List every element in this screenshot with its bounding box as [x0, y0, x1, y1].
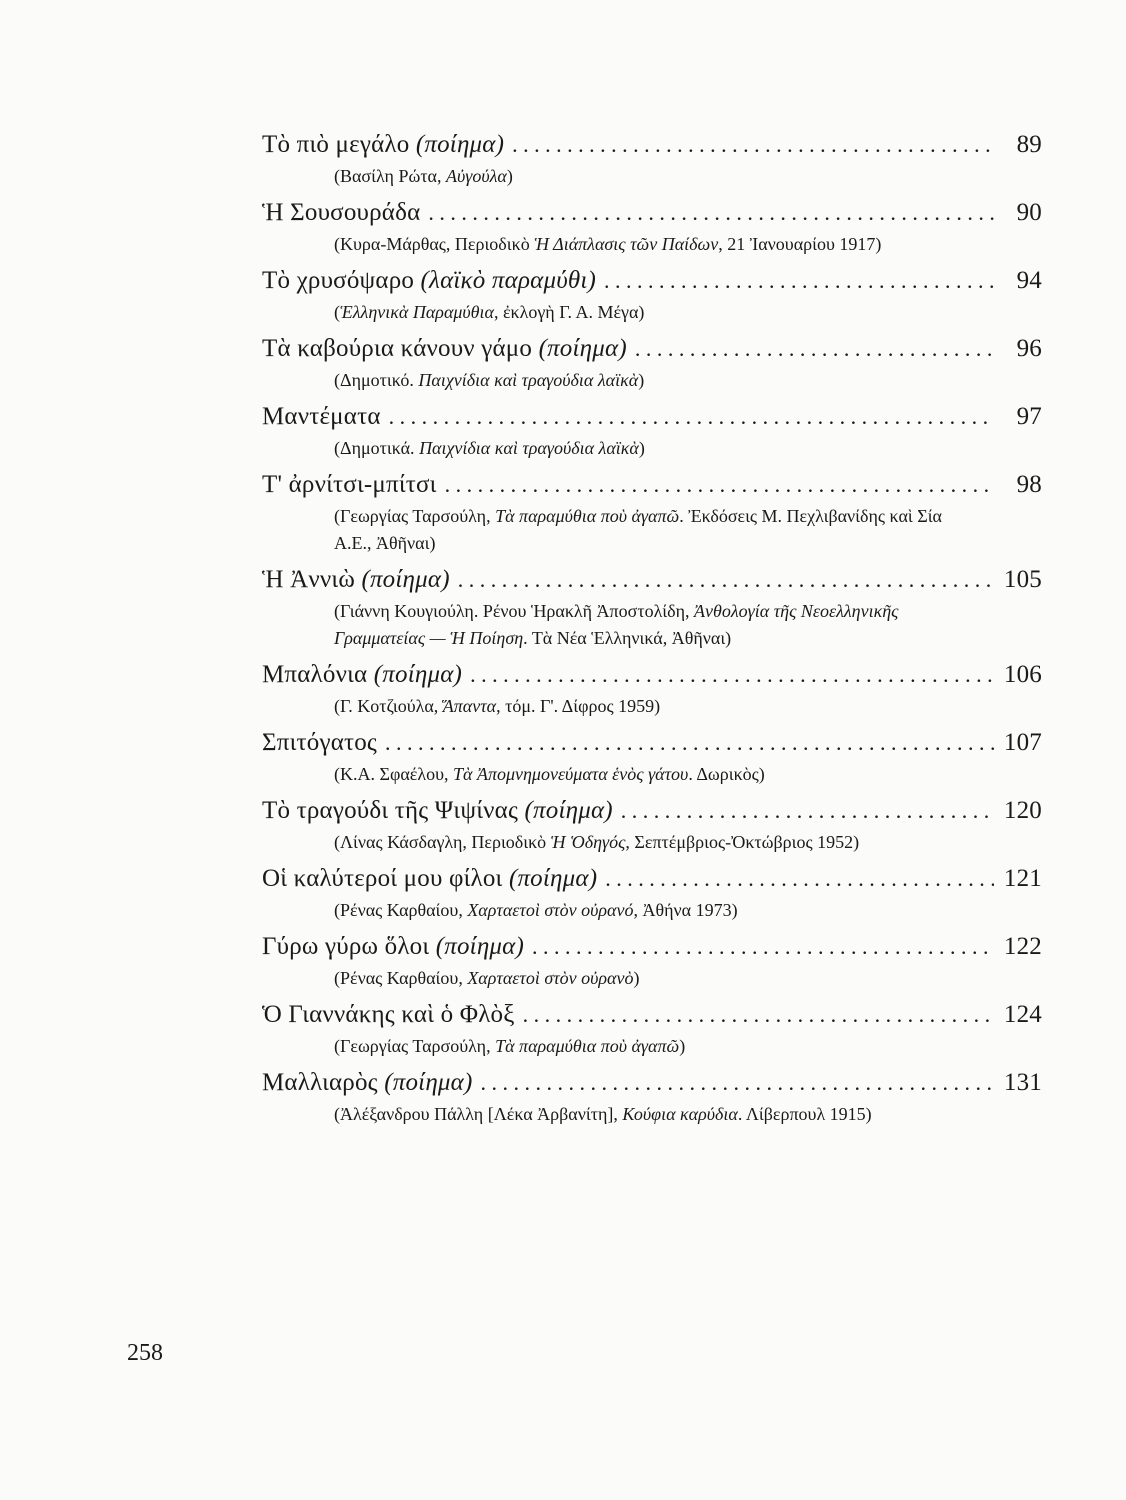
toc-entry-page-number: 94 — [1016, 267, 1042, 294]
toc-entry-title — [262, 658, 462, 691]
toc-entry-genre: (ποίημα) — [373, 661, 463, 688]
toc-entry — [262, 468, 1042, 557]
source-work-title: Αὐγούλα — [445, 166, 507, 186]
toc-entry-title — [262, 196, 420, 229]
toc-entry-page-number: 90 — [1016, 199, 1042, 226]
toc-entry-source — [334, 367, 974, 394]
source-text: (Γιάννη Κουγιούλη. Ρένου Ἡρακλῆ Ἀποστολίδη, — [334, 601, 695, 621]
toc-entry-page-number: 124 — [1003, 1001, 1042, 1028]
source-text: (Ρένας Καρθαίου, — [334, 900, 468, 920]
toc-entry-title-text: Τὸ χρυσόψαρο — [262, 267, 415, 294]
toc-entry-title — [262, 1066, 473, 1099]
source-text: , Ἀθήνα 1973) — [633, 900, 738, 920]
toc-entry-genre: (ποίημα) — [384, 1069, 473, 1096]
source-text: . Ἐκδόσεις Μ. Πεχλιβανίδης καὶ Σία Α.Ε., Ἀθῆναι) — [334, 506, 942, 553]
dot-leader — [385, 726, 994, 759]
toc-entry-genre: (ποίημα) — [435, 933, 525, 960]
toc-entry-source — [334, 231, 974, 258]
toc-entry-title-text: Ἡ Σουσουράδα — [262, 199, 421, 226]
source-text: . Δωρικὸς) — [688, 764, 765, 784]
source-work-title: Παιχνίδια καὶ τραγούδια λαϊκὰ — [419, 438, 639, 458]
toc-entry-title-text: Οἱ καλύτεροί μου φίλοι — [262, 865, 503, 892]
toc-entry-source — [334, 163, 974, 190]
source-work-title: Ἡ Διάπλασις τῶν Παίδων — [534, 234, 719, 254]
toc-entry — [262, 726, 1042, 788]
toc-entry-source — [334, 503, 974, 557]
dot-leader — [481, 1066, 994, 1099]
toc-entry-title-text: Τ' ἀρνίτσι-μπίτσι — [262, 471, 437, 498]
toc-entry-source — [334, 1101, 974, 1128]
dot-leader — [523, 998, 994, 1031]
toc-entry-title-text: Ἡ Ἀννιὼ — [262, 566, 355, 593]
toc-entry-genre: (λαϊκὸ παραμύθι) — [420, 267, 597, 294]
toc-entry-title — [262, 794, 613, 827]
toc-entry-title — [262, 862, 597, 895]
source-text: (Δημοτικά. — [334, 438, 420, 458]
dot-leader — [458, 563, 994, 596]
source-text: ( — [334, 302, 340, 322]
toc-entry-title-text: Γύρω γύρω ὅλοι — [262, 933, 430, 960]
source-text: (Ἀλέξανδρου Πάλλη [Λέκα Ἀρβανίτη], — [334, 1104, 623, 1124]
toc-entry-source — [334, 435, 974, 462]
toc-entry — [262, 658, 1042, 720]
source-text: , Σεπτέμβριος-Ὀκτώβριος 1952) — [625, 832, 860, 852]
toc-entry-heading — [262, 658, 1042, 691]
toc-entry-genre: (ποίημα) — [361, 566, 450, 593]
source-work-title: Ἑλληνικὰ Παραμύθια — [340, 302, 494, 322]
dot-leader — [605, 862, 994, 895]
dot-leader — [470, 658, 994, 691]
dot-leader — [512, 128, 994, 161]
toc-entry-source — [334, 693, 974, 720]
source-work-title: Χαρταετοὶ στὸν οὐρανὸ — [467, 968, 634, 988]
toc-entry-page-number: 107 — [1003, 729, 1042, 756]
toc-entry — [262, 563, 1042, 652]
toc-entry — [262, 128, 1042, 190]
source-text: (Δημοτικό. — [334, 370, 419, 390]
toc-entry — [262, 862, 1042, 924]
toc-entry-title — [262, 563, 450, 596]
toc-entry-page-number: 98 — [1016, 471, 1042, 498]
source-work-title: Ἅπαντα — [442, 696, 497, 716]
toc-entry — [262, 794, 1042, 856]
toc-entry-heading — [262, 794, 1042, 827]
dot-leader — [428, 196, 994, 229]
toc-entry-title-text: Μαλλιαρὸς — [262, 1069, 378, 1096]
toc-entry-heading — [262, 128, 1042, 161]
toc-entry-page-number: 97 — [1016, 403, 1042, 430]
dot-leader — [389, 400, 994, 433]
toc-entry-title — [262, 400, 381, 433]
source-work-title: Ἡ Ὁδηγός — [550, 832, 626, 852]
toc-entry-genre: (ποίημα) — [524, 797, 613, 824]
source-text: ) — [638, 370, 645, 390]
toc-entry — [262, 332, 1042, 394]
dot-leader — [532, 930, 994, 963]
toc-entry-title — [262, 332, 627, 365]
source-text: , 21 Ἰανουαρίου 1917) — [718, 234, 882, 254]
toc-entry-heading — [262, 1066, 1042, 1099]
source-text: (Βασίλη Ρώτα, — [334, 166, 446, 186]
source-text: . Τὰ Νέα Ἑλληνικά, Ἀθῆναι) — [523, 628, 732, 648]
toc-entry-page-number: 120 — [1003, 797, 1042, 824]
source-text: (Γεωργίας Ταρσούλη, — [334, 506, 496, 526]
source-work-title: Τὰ Ἀπομνημονεύματα ἑνὸς γάτου — [453, 764, 689, 784]
toc-entry-source — [334, 299, 974, 326]
page-number-folio: 258 — [127, 1340, 163, 1366]
toc-entry — [262, 264, 1042, 326]
toc-entry-genre: (ποίημα) — [415, 131, 505, 158]
toc-entry-heading — [262, 264, 1042, 297]
toc-entry-genre: (ποίημα) — [508, 865, 598, 892]
toc-entry — [262, 998, 1042, 1060]
dot-leader — [635, 332, 994, 365]
toc-entry-title — [262, 128, 504, 161]
source-work-title: Τὰ παραμύθια ποὺ ἀγαπῶ — [495, 1036, 680, 1056]
toc-entry-heading — [262, 930, 1042, 963]
source-text: . Λίβερπουλ 1915) — [737, 1104, 872, 1124]
toc-entry-page-number: 131 — [1003, 1069, 1042, 1096]
source-text: ) — [633, 968, 640, 988]
toc-entry-heading — [262, 468, 1042, 501]
toc-entry-source — [334, 897, 974, 924]
toc-entry-title-text: Μαντέματα — [262, 403, 381, 430]
source-text: , ἐκλογὴ Γ. Α. Μέγα) — [493, 302, 645, 322]
toc-entry-source — [334, 965, 974, 992]
toc-entry-genre: (ποίημα) — [538, 335, 627, 362]
toc-entry-title-text: Τὸ τραγούδι τῆς Ψιψίνας — [262, 797, 519, 824]
toc-entry-source — [334, 598, 974, 652]
toc-entry-heading — [262, 332, 1042, 365]
toc-entry-title — [262, 726, 377, 759]
toc-entry-title — [262, 468, 437, 501]
toc-entry-page-number: 122 — [1003, 933, 1042, 960]
source-work-title: Ἀνθολογία τῆς Νεοελληνικῆς Γραμματείας — Ἡ Ποίηση — [334, 601, 899, 648]
toc-entry-page-number: 89 — [1016, 131, 1042, 158]
source-text: ) — [506, 166, 513, 186]
source-text: (Ρένας Καρθαίου, — [334, 968, 468, 988]
table-of-contents — [262, 128, 1042, 1134]
toc-entry-page-number: 121 — [1003, 865, 1042, 892]
toc-entry-source — [334, 829, 974, 856]
toc-entry-heading — [262, 400, 1042, 433]
source-work-title: Χαρταετοὶ στὸν οὐρανό — [467, 900, 634, 920]
dot-leader — [621, 794, 994, 827]
source-text: (Γ. Κοτζιούλα, — [334, 696, 443, 716]
source-work-title: Τὰ παραμύθια ποὺ ἀγαπῶ — [495, 506, 680, 526]
source-text: (Λίνας Κάσδαγλη, Περιοδικὸ — [334, 832, 551, 852]
dot-leader — [445, 468, 994, 501]
dot-leader — [604, 264, 994, 297]
source-text: (Κυρα-Μάρθας, Περιοδικὸ — [334, 234, 535, 254]
toc-entry-title-text: Μπαλόνια — [262, 661, 368, 688]
toc-entry-title — [262, 998, 515, 1031]
toc-entry-source — [334, 1033, 974, 1060]
toc-entry-heading — [262, 998, 1042, 1031]
toc-entry — [262, 930, 1042, 992]
toc-entry-title — [262, 930, 524, 963]
toc-entry-heading — [262, 726, 1042, 759]
toc-entry — [262, 400, 1042, 462]
source-text: (Γεωργίας Ταρσούλη, — [334, 1036, 496, 1056]
toc-entry-title-text: Τὸ πιὸ μεγάλο — [262, 131, 410, 158]
toc-entry-heading — [262, 563, 1042, 596]
source-work-title: Παιχνίδια καὶ τραγούδια λαϊκὰ — [418, 370, 639, 390]
toc-entry-page-number: 105 — [1003, 566, 1042, 593]
source-text: ) — [679, 1036, 686, 1056]
toc-entry-title-text: Ὁ Γιαννάκης καὶ ὁ Φλὸξ — [262, 1001, 515, 1028]
toc-entry-title — [262, 264, 596, 297]
toc-entry-heading — [262, 196, 1042, 229]
toc-entry-title-text: Σπιτόγατος — [262, 729, 378, 756]
toc-entry — [262, 1066, 1042, 1128]
source-text: (Κ.Α. Σφαέλου, — [334, 764, 453, 784]
source-text: ) — [638, 438, 645, 458]
toc-entry-heading — [262, 862, 1042, 895]
toc-entry-source — [334, 761, 974, 788]
toc-entry — [262, 196, 1042, 258]
toc-entry-page-number: 96 — [1016, 335, 1042, 362]
toc-entry-title-text: Τὰ καβούρια κάνουν γάμο — [262, 335, 533, 362]
source-work-title: Κούφια καρύδια — [622, 1104, 738, 1124]
source-text: , τόμ. Γ'. Δίφρος 1959) — [496, 696, 661, 716]
toc-entry-page-number: 106 — [1003, 661, 1042, 688]
